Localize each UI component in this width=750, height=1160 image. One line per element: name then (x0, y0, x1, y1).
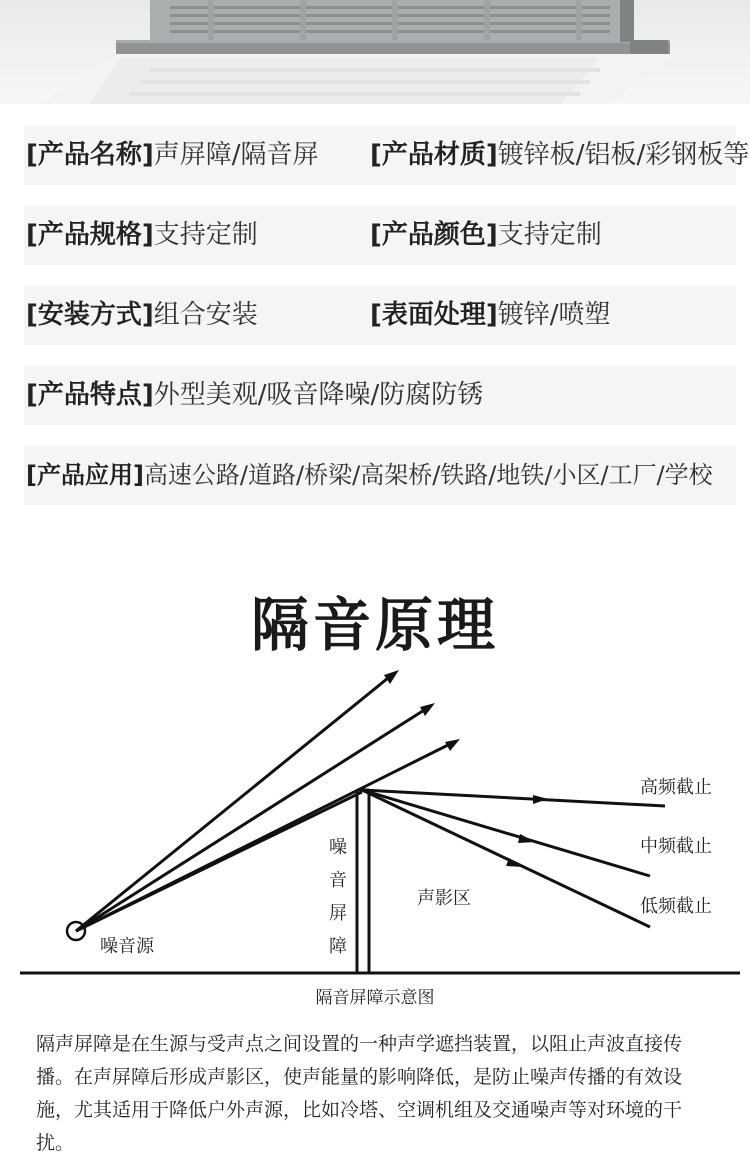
sound-barrier-diagram (0, 660, 750, 1020)
label-barrier-char-4: 障 (329, 936, 347, 957)
label-barrier-char-1: 噪 (329, 837, 347, 858)
ray-to-barrier (76, 792, 362, 931)
spec-key: [表面处理] (370, 300, 498, 330)
label-noise-source: 噪音源 (100, 936, 154, 957)
product-photo (0, 0, 750, 104)
spec-key: [产品特点] (26, 380, 154, 410)
arrow-head-icon (420, 703, 435, 716)
section-title: 隔音原理 (250, 591, 499, 659)
spec-key: [产品材质] (370, 140, 498, 170)
spec-value: 高速公路/道路/桥梁/高架桥/铁路/地铁/小区/工厂/学校 (143, 461, 713, 489)
spec-color (370, 205, 602, 265)
label-barrier-char-2: 音 (329, 870, 347, 891)
spec-row-name (24, 125, 750, 185)
spec-row-install (24, 285, 736, 345)
arrow-head-icon (384, 670, 399, 684)
label-high-frequency: 高频截止 (640, 777, 712, 798)
spec-material (370, 125, 749, 185)
spec-features (26, 365, 483, 425)
spec-key: [产品应用] (26, 461, 144, 489)
barrier-principle-svg (0, 660, 750, 1020)
ray-2 (76, 707, 429, 931)
spec-row-features (24, 365, 736, 425)
label-shadow-zone: 声影区 (417, 888, 471, 909)
spec-key: [安装方式] (26, 300, 154, 330)
spec-size (26, 205, 258, 265)
spec-key: [产品名称] (26, 140, 154, 170)
spec-name (26, 125, 319, 185)
spec-surface (370, 285, 611, 345)
diffract-low (362, 790, 650, 927)
label-barrier-char-3: 屏 (329, 903, 347, 924)
label-mid-frequency: 中频截止 (640, 836, 712, 857)
spec-value: 支持定制 (153, 220, 258, 250)
spec-application (26, 445, 713, 505)
diagram-caption: 隔音屏障示意图 (315, 988, 435, 1008)
description-paragraph: 隔声屏障是在生源与受声点之间设置的一种声学遮挡装置，以阻止声波直接传播。在声屏障后形成声影区，使声能量的影响降低，是防止噪声传播的有效设施，尤其适用于降低户外声源，比如冷塔、空调机组及交通噪声等对环境的干扰。 (36, 1033, 683, 1154)
arrow-head-icon (533, 795, 548, 804)
label-low-frequency: 低频截止 (640, 896, 712, 917)
arrow-head-icon (506, 858, 523, 867)
ray-1 (76, 674, 393, 931)
spec-value: 镀锌/喷塑 (497, 300, 611, 330)
spec-value: 支持定制 (497, 220, 602, 250)
spec-install (26, 285, 258, 345)
spec-row-application (24, 445, 736, 505)
spec-row-size (24, 205, 736, 265)
arrow-head-icon (445, 739, 460, 751)
sound-barrier-image (0, 0, 750, 104)
arrow-head-icon (518, 834, 535, 843)
spec-value: 外型美观/吸音降噪/防腐防锈 (153, 380, 484, 410)
spec-value: 镀锌板/铝板/彩钢板等 (497, 140, 750, 170)
spec-value: 声屏障/隔音屏 (153, 140, 319, 170)
spec-key: [产品颜色] (370, 220, 498, 250)
spec-key: [产品规格] (26, 220, 154, 250)
spec-value: 组合安装 (153, 300, 258, 330)
